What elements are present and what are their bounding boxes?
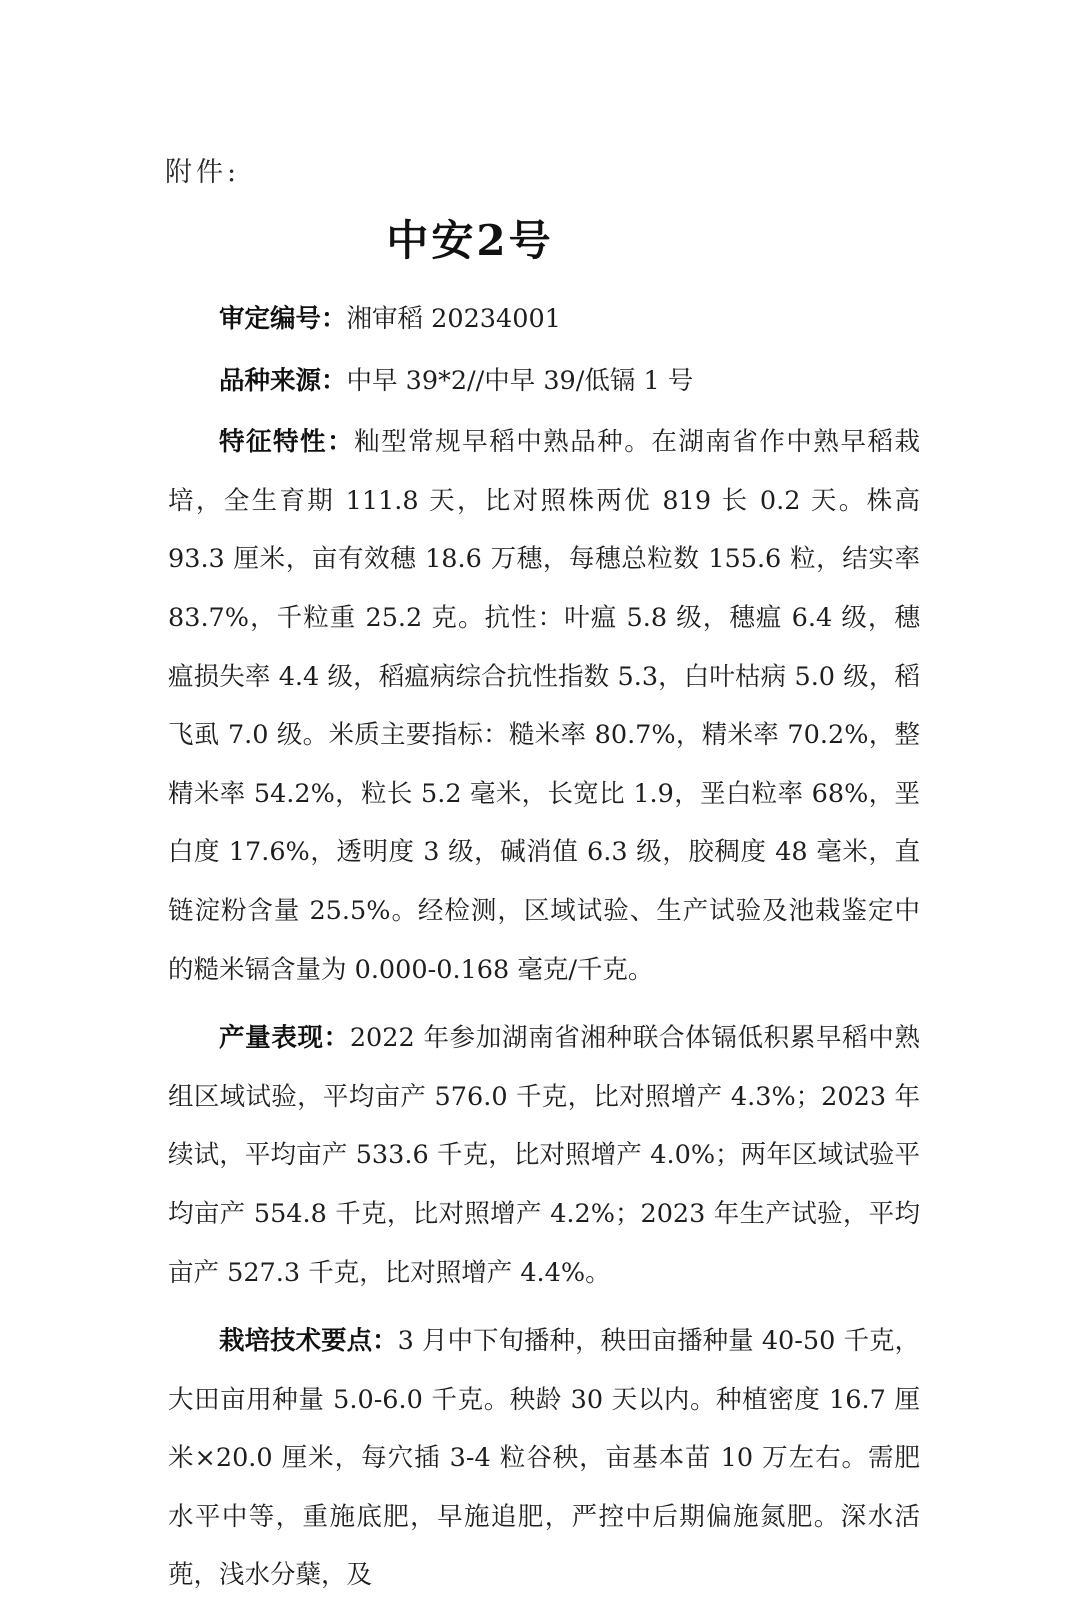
- yield-paragraph: [168, 1009, 920, 1302]
- approval-number-label: 审定编号：: [219, 304, 347, 334]
- approval-number-paragraph: [168, 290, 920, 349]
- variety-source-value: 中早 39*2//中早 39/低镉 1 号: [346, 365, 694, 396]
- attachment-label: 附件:: [165, 157, 241, 188]
- yield-label: 产量表现：: [219, 1023, 350, 1054]
- document-body: [168, 290, 920, 1605]
- characteristics-paragraph: [168, 413, 920, 999]
- variety-source-paragraph: [168, 352, 920, 411]
- variety-source-label: 品种来源：: [219, 365, 347, 396]
- approval-number-value: 湘审稻 20234001: [346, 304, 561, 334]
- characteristics-text: 籼型常规早稻中熟品种。在湖南省作中熟早稻栽培，全生育期 111.8 天，比对照株两优 819 长 0.2 天。株高 93.3 厘米，亩有效穗 18.6 万穗，每穗总粒数 155.6 粒，结实率 83.7%，千粒重 25.2 克。抗性：叶瘟 5.8 级，穗瘟 6.4 级，穗瘟损失率 4.4 级，稻瘟病综合抗性指数 5.3，白叶枯病 5.0 级，稻飞虱 7.0 级。米质主要指标：糙米率 80.7%，精米率 70.2%，整精米率 54.2%，粒长 5.2 毫米，长宽比 1.9，垩白粒率 68%，垩白度 17.6%，透明度 3 级，碱消值 6.3 级，胶稠度 48 毫米，直链淀粉含量 25.5%。经检测，区域试验、生产试验及池栽鉴定中的糙米镉含量为 0.000-0.168 毫克/千克。: [168, 427, 920, 985]
- yield-text: 2022 年参加湖南省湘种联合体镉低积累早稻中熟组区域试验，平均亩产 576.0 千克，比对照增产 4.3%；2023 年续试，平均亩产 533.6 千克，比对照增产 4.0%；两年区域试验平均亩产 554.8 千克，比对照增产 4.2%；2023 年生产试验，平均亩产 527.3 千克，比对照增产 4.4%。: [168, 1023, 920, 1288]
- document-title: 中安2号: [386, 216, 554, 265]
- cultivation-text: 3 月中下旬播种，秧田亩播种量 40-50 千克，大田亩用种量 5.0-6.0 千克。秧龄 30 天以内。种植密度 16.7 厘米×20.0 厘米，每穴插 3-4 粒谷秧，亩基本苗 10 万左右。需肥水平中等，重施底肥，早施追肥，严控中后期偏施氮肥。深水活蔸，浅水分蘖，及: [168, 1326, 920, 1591]
- cultivation-paragraph: [168, 1312, 920, 1605]
- cultivation-label: 栽培技术要点：: [219, 1326, 398, 1357]
- characteristics-label: 特征特性：: [219, 427, 355, 458]
